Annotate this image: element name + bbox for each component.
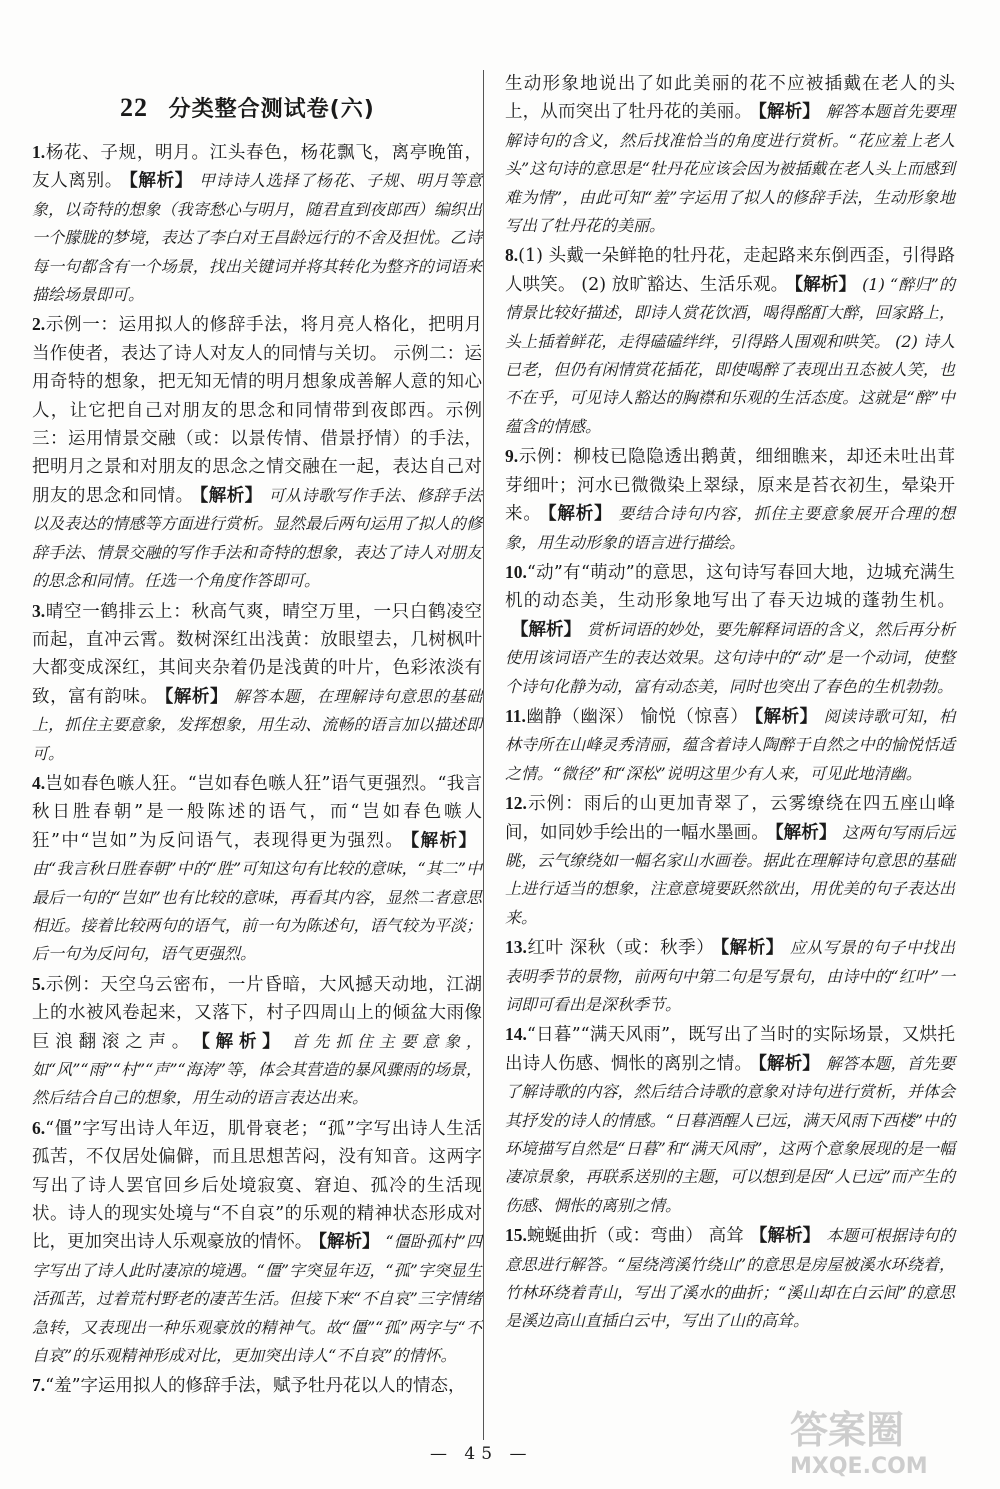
item-analysis: 要结合诗句内容，抓住主要意象展开合理的想象，用生动形象的语言进行描绘。 [505,504,956,552]
analysis-label: 【解析】 [794,274,857,295]
left-column [32,138,482,1402]
item-answer: 岂如春色嗾人狂。“岂如春色嗾人狂”语气更强烈。“我言秋日胜春朝”是一般陈述的语气，而“岂如春色嗾人狂”中“岂如”为反问语气，表现得更为强烈。 [32,773,482,851]
analysis-label: 【解析】 [318,1232,380,1253]
item-number: 8. [505,245,519,266]
item-answer: 示例一：运用拟人的修辞手法，将月亮人格化，把明月当作使者，表达了诗人对友人的同情与关切。 示例二：运用奇特的想象，把无知无情的明月想象成善解人意的知心人，让它把自己对朋友的思念和同情带到夜郎西。示例三：运用情景交融（或：以景传情、借景抒情）的手法，把明月之景和对朋友的思念之情交融在一起，表达自己对朋友的思念和同情。 [32,315,482,506]
item-analysis: 本题可根据诗句的意思进行解答。“屋绕湾溪竹绕山”的意思是房屋被溪水环绕着，竹林环绕着青山，写出了溪水的曲折；“溪山却在白云间”的意思是溪边高山直插白云中，写出了山的高耸。 [505,1226,956,1331]
unit-number: 22 [120,93,148,122]
answer-item [505,1221,955,1336]
item-number: 1. [32,142,46,162]
item-answer: 示例：雨后的山更加青翠了，云雾缭绕在四五座山峰间，如同妙手绘出的一幅水墨画。 [505,794,955,843]
answer-item [505,241,955,441]
item-number: 6. [32,1117,46,1138]
item-analysis: 赏析词语的妙处，要先解释词语的含义，然后再分析使用该词语产生的表达效果。这句诗中的“动”是一个动词，使整个诗句化静为动，富有动态美，同时也突出了春色的生机勃勃。 [505,619,956,696]
item-answer: 晴空一鹤排云上：秋高气爽，晴空万里，一只白鹤凌空而起，直冲云霄。数树深红出浅黄：放眼望去，几树枫叶大都变成深红，其间夹杂着仍是浅黄的叶片，色彩浓淡有致，富有韵味。 [32,601,482,707]
watermark-line1: 答案圈 [790,1408,905,1452]
answer-item [32,1371,482,1400]
item-answer: “僵”字写出诗人年迈，肌骨衰老；“孤”字写出诗人生活孤苦，不仅居处偏僻，而且思想苦闷，没有知音。这两字写出了诗人罢官回乡后处境寂寞、窘迫、孤冷的生活现状。诗人的现实处境与“不自哀”的乐观的精神状态形成对比，更加突出诗人乐观豪放的情怀。 [32,1118,482,1253]
item-analysis: 这两句写雨后远眺，云气缭绕如一幅名家山水画卷。据此在理解诗句意思的基础上进行适当的想象，注意意境要跃然欲出，用优美的句子表达出来。 [505,822,955,927]
analysis-label: 【解析】 [720,938,784,959]
item-answer: 红叶 深秋（或：秋季） [526,938,715,959]
analysis-label: 【解析】 [758,1053,820,1074]
item-number: 3. [32,600,46,621]
item-answer: 生动形象地说出了如此美丽的花不应被插戴在老人的头上，从而突出了牡丹花的美丽。 [505,74,955,123]
item-answer: 示例：天空乌云密布，一片昏暗，大风撼天动地，江湖上的水被风卷起来，又落下，村子四周山上的倾盆大雨像巨浪翻滚之声。 [32,974,482,1052]
item-analysis: 由“我言秋日胜春朝”中的“胜”可知这句有比较的意味，“其二”中最后一句的“岂如”也有比较的意味，再看其内容，显然二者意思相近。接着比较两句的语气，前一句为陈述句，语气较为平淡；后一句为反问句，语气更强烈。 [32,859,482,964]
item-analysis: 首先抓住主要意象，如“风”“雨”“村”“声”“海涛”等，体会其营造的暴风骤雨的场景，然后结合自己的想象，用生动的语言表达出来。 [32,1031,483,1108]
item-analysis: 解答本题，首先要了解诗歌的内容，然后结合诗歌的意象对诗句进行赏析，并体会其抒发的诗人的情感。“日暮酒醒人已远，满天风雨下西楼”中的环境描写自然是“日暮”和“满天风雨”，这两个意象展现的是一幅凄凉景象，再联系送别的主题，可以想到是因“人已远”而产生的伤感、惆怅的离别之情。 [505,1053,955,1215]
analysis-label: 【解析】 [128,171,193,192]
analysis-label: 【解析】 [201,1031,286,1052]
item-analysis: 甲诗诗人选择了杨花、子规、明月等意象，以奇特的想象（我寄愁心与明月，随君直到夜郎西）编织出一个朦胧的梦境，表达了李白对王昌龄远行的不舍及担忧。乙诗每一句都含有一个场景，找出关键词并将其转化为整齐的词语来描绘场景即可。 [32,171,482,305]
answer-item [505,702,955,788]
answer-item [505,789,955,932]
item-analysis: “僵卧孤村”四字写出了诗人此时凄凉的境遇。“僵”字突显年迈，“孤”字突显生活孤苦，过着荒村野老的凄苦生活。但接下来“不自哀”三字情绪急转，又表现出一种乐观豪放的精神气。故“僵”“孤”两字与“不自哀”的乐观精神形成对比，更加突出诗人“不自哀”的情怀。 [32,1232,482,1366]
item-answer: “羞”字运用拟人的修辞手法，赋予牡丹花以人的情态， [45,1376,466,1397]
item-analysis: 解答本题首先要理解诗句的含义，然后找准恰当的角度进行赏析。“花应羞上老人头”这句诗的意思是“牡丹花应该会因为被插戴在老人头上而感到难为情”，由此可知“羞”字运用了拟人的修辞手法，生动形象地写出了牡丹花的美丽。 [505,102,955,236]
answer-item [32,138,482,309]
item-analysis: (1) “醉归”的情景比较好描述，即诗人赏花饮酒，喝得酩酊大醉，回家路上，头上插着鲜花，走得磕磕绊绊，引得路人围观和哄笑。 (2) 诗人已老，但仍有闲情赏花插花，即使喝醉了表现出丑态被人笑，也不在乎，可见诗人豁达的胸襟和乐观的生活态度。这就是“醉”中蕴含的情感。 [505,274,955,436]
item-number: 13. [505,937,527,958]
item-analysis: 解答本题，在理解诗句意思的基础上，抓住主要意象，发挥想象，用生动、流畅的语言加以描述即可。 [32,686,483,763]
analysis-label: 【解析】 [199,485,263,506]
item-number: 10. [505,561,527,582]
item-number: 7. [32,1375,46,1396]
item-number: 4. [32,772,46,793]
unit-title: 分类整合测试卷(六) [168,97,375,122]
item-number: 2. [32,314,46,335]
answer-item [505,442,955,557]
page-number: — 45 — [430,1444,533,1464]
item-number: 9. [505,446,519,467]
item-answer: “日暮”“满天风雨”，既写出了当时的实际场景，又烘托出诗人伤感、惆怅的离别之情。 [505,1025,955,1074]
answer-item [505,1020,955,1220]
answer-item [505,70,955,240]
item-number: 14. [505,1024,527,1045]
item-analysis: 应从写景的句子中找出表明季节的景物，前两句中第二句是写景句，由诗中的“红叶”一词即可看出是深秋季节。 [505,938,956,1014]
item-answer: 杨花、子规，明月。江头春色，杨花飘飞，离亭晚笛，友人离别。 [32,143,482,192]
watermark-line2: MXQE.COM [790,1454,928,1479]
item-number: 5. [32,973,46,994]
answer-item [32,769,482,969]
answer-item [505,558,955,701]
analysis-label: 【解析】 [754,706,818,727]
item-number: 12. [505,793,527,814]
analysis-label: 【解析】 [511,619,581,640]
item-answer: “动”有“萌动”的意思，这句诗写春回大地，边城充满生机的动态美，生动形象地写出了春天边城的蓬勃生机。 [505,562,955,612]
analysis-label: 【解析】 [164,686,229,707]
analysis-label: 【解析】 [774,822,837,843]
item-answer: 示例：柳枝已隐隐透出鹅黄，细细瞧来，却还未吐出茸芽细叶；河水已微微染上翠绿，原来是苔衣初生，晕染开来。 [505,447,955,525]
item-analysis: 阅读诗歌可知，柏林寺所在山峰灵秀清丽，蕴含着诗人陶醉于自然之中的愉悦恬适之情。“微径”和“深松”说明这里少有人来，可见此地清幽。 [505,706,955,783]
item-answer: (1) 头戴一朵鲜艳的牡丹花，走起路来东倒西歪，引得路人哄笑。 (2) 放旷豁达、生活乐观。 [505,246,955,295]
item-number: 15. [505,1225,527,1246]
answer-item [505,933,955,1019]
right-column [505,70,955,1337]
watermark-logo [790,1399,970,1479]
answer-item [32,970,482,1113]
item-number: 11. [505,705,526,726]
answer-item [32,597,482,768]
item-analysis: 可从诗歌写作手法、修辞手法以及表达的情感等方面进行赏析。显然最后两句运用了拟人的修辞手法、情景交融的写作手法和奇特的想象，表达了诗人对朋友的思念和同情。任选一个角度作答即可。 [32,485,483,591]
analysis-label: 【解析】 [749,1226,821,1247]
column-divider [483,70,484,1440]
analysis-label: 【解析】 [758,102,820,123]
analysis-label: 【解析】 [410,830,477,851]
item-answer: 蜿蜒曲折（或：弯曲） 高耸 [526,1226,744,1247]
page-title [120,92,375,123]
answer-item [32,1114,482,1371]
item-answer: 幽静（幽深） 愉悦（惊喜） [525,706,749,727]
answer-item [32,310,482,595]
analysis-label: 【解析】 [547,504,613,525]
